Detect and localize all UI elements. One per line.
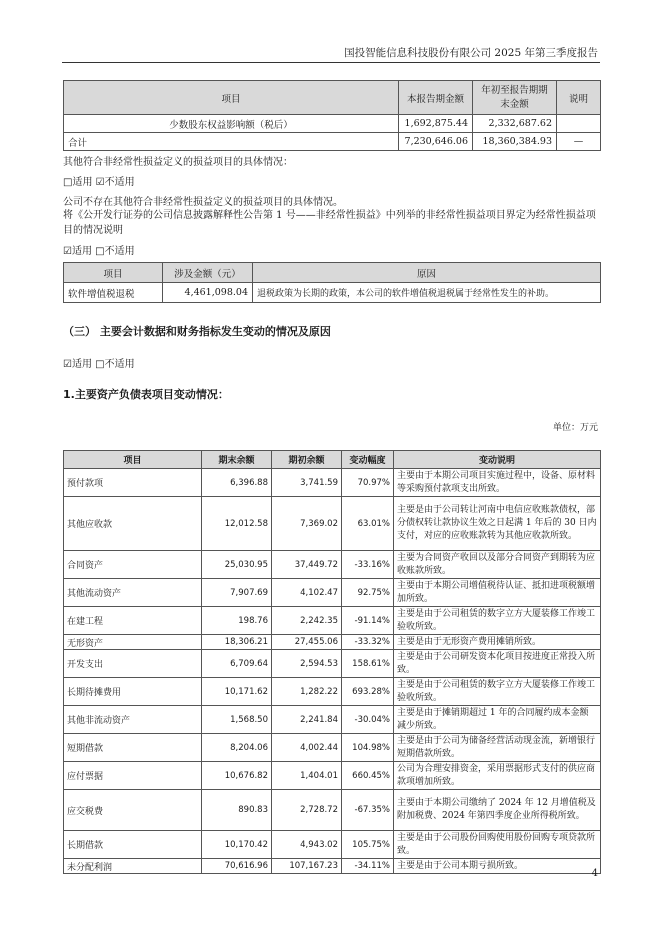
cell-end: 70,616.96 xyxy=(202,859,272,874)
table-row xyxy=(64,551,601,579)
cell-end: 10,676.82 xyxy=(202,762,272,790)
cell-end: 8,204.06 xyxy=(202,734,272,762)
section-3-title: （三） 主要会计数据和财务指标发生变动的情况及原因 xyxy=(63,325,331,338)
cell-ytd: 18,360,384.93 xyxy=(473,133,557,151)
col-header-note: 变动说明 xyxy=(394,451,601,469)
table-row xyxy=(64,790,601,831)
table-row xyxy=(64,607,601,635)
table-row xyxy=(64,635,601,650)
cell-change: 660.45% xyxy=(342,762,394,790)
applicability-checkbox-2: ☑适用 □不适用 xyxy=(63,246,135,257)
cell-begin: 37,449.72 xyxy=(272,551,342,579)
table-header-row xyxy=(64,81,601,115)
cell-change: -33.32% xyxy=(342,635,394,650)
col-header-current: 本报告期金额 xyxy=(399,81,473,115)
cell-note: 主要由于本期公司缴纳了 2024 年 12 月增值税及附加税费、2024 年第四季度企业所得税所致。 xyxy=(394,790,601,831)
cell-end: 890.83 xyxy=(202,790,272,831)
table-row xyxy=(64,497,601,551)
cell-note: 主要是由于公司转让河南中电信应收账款债权，部分债权转让款协议生效之日起满 1 年后的 30 日内支付，对应的应收账款转为其他应收款所致。 xyxy=(394,497,601,551)
cell-end: 198.76 xyxy=(202,607,272,635)
cell-note: 主要由于本期公司项目实施过程中，设备、原材料等采购预付款项支出所致。 xyxy=(394,469,601,497)
col-header-ytd: 年初至报告期期末金额 xyxy=(473,81,557,115)
cell-current: 7,230,646.06 xyxy=(399,133,473,151)
table-row xyxy=(64,762,601,790)
cell-change: -33.16% xyxy=(342,551,394,579)
cell-begin: 2,728.72 xyxy=(272,790,342,831)
cell-begin: 2,242.35 xyxy=(272,607,342,635)
cell-note: — xyxy=(557,133,601,151)
cell-change: 70.97% xyxy=(342,469,394,497)
cell-begin: 2,594.53 xyxy=(272,650,342,678)
cell-item: 合同资产 xyxy=(64,551,202,579)
cell-begin: 7,369.02 xyxy=(272,497,342,551)
cell-begin: 4,943.02 xyxy=(272,831,342,859)
table-row xyxy=(64,283,601,303)
cell-change: 158.61% xyxy=(342,650,394,678)
cell-end: 10,171.62 xyxy=(202,678,272,706)
cell-end: 10,170.42 xyxy=(202,831,272,859)
cell-note: 主要是由于公司研发资本化项目按进度正常投入所致。 xyxy=(394,650,601,678)
col-header-item: 项目 xyxy=(64,81,399,115)
col-header-reason: 原因 xyxy=(253,263,601,283)
col-header-item: 项目 xyxy=(64,263,163,283)
cell-end: 25,030.95 xyxy=(202,551,272,579)
cell-change: -91.14% xyxy=(342,607,394,635)
cell-change: 693.28% xyxy=(342,678,394,706)
non-recurring-gains-table xyxy=(63,80,601,151)
cell-item: 预付款项 xyxy=(64,469,202,497)
other-items-text: 其他符合非经常性损益定义的损益项目的具体情况： xyxy=(63,157,293,168)
cell-item: 少数股东权益影响额（税后） xyxy=(64,115,399,133)
cell-end: 1,568.50 xyxy=(202,706,272,734)
cell-change: 63.01% xyxy=(342,497,394,551)
cell-change: 104.98% xyxy=(342,734,394,762)
cell-note: 主要是由于摊销期超过 1 年的合同履约成本金额减少所致。 xyxy=(394,706,601,734)
cell-change: 105.75% xyxy=(342,831,394,859)
cell-item: 开发支出 xyxy=(64,650,202,678)
cell-item: 无形资产 xyxy=(64,635,202,650)
cell-change: -30.04% xyxy=(342,706,394,734)
cell-item: 长期借款 xyxy=(64,831,202,859)
cell-note: 主要是由于公司租赁的数字立方大厦装修工作竣工验收所致。 xyxy=(394,607,601,635)
cell-reason: 退税政策为长期的政策，本公司的软件增值税退税属于经常性发生的补助。 xyxy=(253,283,601,303)
cell-note: 公司为合理安排资金，采用票据形式支付的供应商款项增加所致。 xyxy=(394,762,601,790)
header-divider xyxy=(62,62,600,63)
table-row xyxy=(64,678,601,706)
cell-item: 短期借款 xyxy=(64,734,202,762)
reclassified-items-table xyxy=(63,262,601,303)
reclassification-text: 将《公开发行证券的公司信息披露解释性公告第 1 号——非经常性损益》中列举的非经常性损益项目界定为经常性损益项目的情况说明 xyxy=(63,210,596,236)
table-body xyxy=(64,469,601,874)
col-header-end: 期末余额 xyxy=(202,451,272,469)
table-row xyxy=(64,734,601,762)
cell-note: 主要是由于公司股份回购使用股份回购专项贷款所致。 xyxy=(394,831,601,859)
cell-note: 主要是由于公司为储备经营活动现金流，新增银行短期借款所致。 xyxy=(394,734,601,762)
cell-item: 合计 xyxy=(64,133,399,151)
cell-item: 在建工程 xyxy=(64,607,202,635)
cell-begin: 107,167.23 xyxy=(272,859,342,874)
cell-begin: 2,241.84 xyxy=(272,706,342,734)
cell-begin: 1,282.22 xyxy=(272,678,342,706)
cell-begin: 4,002.44 xyxy=(272,734,342,762)
cell-note xyxy=(557,115,601,133)
table-row xyxy=(64,115,601,133)
cell-item: 软件增值税退税 xyxy=(64,283,163,303)
applicability-checkbox-1: □适用 ☑不适用 xyxy=(63,177,135,188)
cell-note: 主要是由于无形资产费用摊销所致。 xyxy=(394,635,601,650)
unit-label: 单位：万元 xyxy=(552,423,598,433)
subsection-1-title: 1.主要资产负债表项目变动情况： xyxy=(63,388,229,401)
cell-item: 其他应收款 xyxy=(64,497,202,551)
cell-item: 长期待摊费用 xyxy=(64,678,202,706)
cell-item: 其他流动资产 xyxy=(64,579,202,607)
table-header-row xyxy=(64,451,601,469)
table-header-row xyxy=(64,263,601,283)
cell-end: 7,907.69 xyxy=(202,579,272,607)
cell-end: 6,396.88 xyxy=(202,469,272,497)
table-row xyxy=(64,831,601,859)
cell-begin: 4,102.47 xyxy=(272,579,342,607)
cell-item: 未分配利润 xyxy=(64,859,202,874)
table-row xyxy=(64,579,601,607)
cell-note: 主要由于本期公司增值税待认证、抵扣进项税额增加所致。 xyxy=(394,579,601,607)
table-row xyxy=(64,859,601,874)
cell-end: 18,306.21 xyxy=(202,635,272,650)
cell-amount: 4,461,098.04 xyxy=(163,283,253,303)
page-number: 4 xyxy=(591,868,598,879)
cell-end: 12,012.58 xyxy=(202,497,272,551)
cell-note: 主要是由于公司本期亏损所致。 xyxy=(394,859,601,874)
cell-change: -34.11% xyxy=(342,859,394,874)
cell-item: 应交税费 xyxy=(64,790,202,831)
cell-begin: 27,455.06 xyxy=(272,635,342,650)
cell-end: 6,709.64 xyxy=(202,650,272,678)
cell-note: 主要是由于公司租赁的数字立方大厦装修工作竣工验收所致。 xyxy=(394,678,601,706)
applicability-checkbox-3: ☑适用 □不适用 xyxy=(63,359,135,370)
cell-note: 主要为合同资产收回以及部分合同资产到期转为应收账款所致。 xyxy=(394,551,601,579)
col-header-amount: 涉及金额（元） xyxy=(163,263,253,283)
table-row xyxy=(64,706,601,734)
table-row xyxy=(64,650,601,678)
no-other-items-text: 公司不存在其他符合非经常性损益定义的损益项目的具体情况。 xyxy=(63,197,343,208)
table-row xyxy=(64,133,601,151)
page-header-title: 国投智能信息科技股份有限公司 2025 年第三季度报告 xyxy=(344,47,598,59)
cell-current: 1,692,875.44 xyxy=(399,115,473,133)
table-row xyxy=(64,469,601,497)
col-header-item: 项目 xyxy=(64,451,202,469)
cell-begin: 3,741.59 xyxy=(272,469,342,497)
cell-ytd: 2,332,687.62 xyxy=(473,115,557,133)
cell-item: 其他非流动资产 xyxy=(64,706,202,734)
col-header-note: 说明 xyxy=(557,81,601,115)
cell-item: 应付票据 xyxy=(64,762,202,790)
cell-change: -67.35% xyxy=(342,790,394,831)
col-header-begin: 期初余额 xyxy=(272,451,342,469)
col-header-change: 变动幅度 xyxy=(342,451,394,469)
balance-sheet-changes-table xyxy=(63,450,601,874)
cell-begin: 1,404.01 xyxy=(272,762,342,790)
cell-change: 92.75% xyxy=(342,579,394,607)
